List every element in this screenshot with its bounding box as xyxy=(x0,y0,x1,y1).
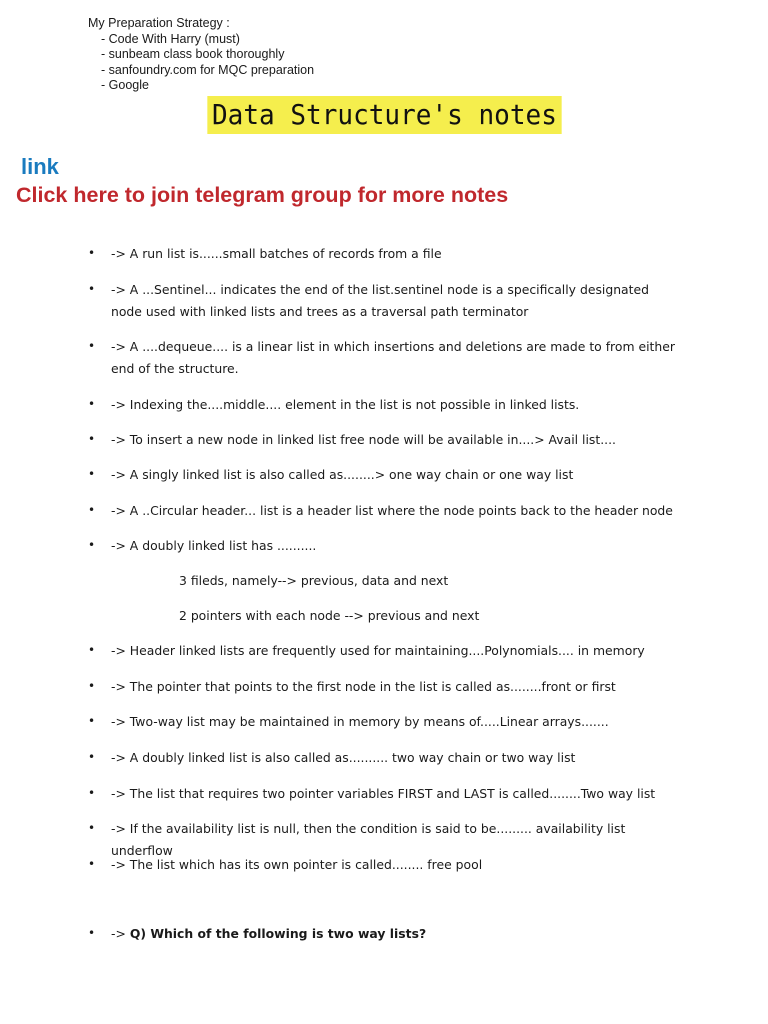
note-text: -> The pointer that points to the first node in the list is called as........front or first xyxy=(111,679,616,694)
note-text: -> To insert a new node in linked list free node will be available in....> Avail list.... xyxy=(111,432,616,447)
sub-line: 3 fileds, namely--> previous, data and next xyxy=(179,573,449,588)
bullet-icon: • xyxy=(88,397,96,411)
note-text: -> A ....dequeue.... is a linear list in which insertions and deletions are made to from either end of the structure. xyxy=(111,339,675,376)
bullet-icon: • xyxy=(88,503,96,517)
note-text: -> Two-way list may be maintained in memory by means of.....Linear arrays....... xyxy=(111,714,609,729)
bullet-icon: • xyxy=(88,821,96,835)
bullet-icon: • xyxy=(88,432,96,446)
question-prefix: -> xyxy=(111,926,126,941)
note-text: -> A ..Circular header... list is a header list where the node points back to the header node xyxy=(111,503,673,518)
telegram-group-link[interactable]: Click here to join telegram group for more notes xyxy=(16,183,509,207)
note-text: -> Header linked lists are frequently used for maintaining....Polynomials.... in memory xyxy=(111,643,645,658)
note-text: -> The list that requires two pointer variables FIRST and LAST is called........Two way list xyxy=(111,786,656,801)
bullet-icon: • xyxy=(88,538,96,552)
note-text: -> A doubly linked list has .......... xyxy=(111,538,317,553)
page-title: Data Structure's notes xyxy=(207,96,561,134)
note-text: -> A run list is......small batches of records from a file xyxy=(111,246,442,261)
bullet-icon: • xyxy=(88,467,96,481)
bullet-icon: • xyxy=(88,714,96,728)
note-text: -> A ...Sentinel... indicates the end of the list.sentinel node is a specifically designated node used with linked lists and trees as a traversal path terminator xyxy=(111,282,649,319)
bullet-icon: • xyxy=(88,246,96,260)
strategy-item: - sunbeam class book thoroughly xyxy=(101,47,314,63)
bullet-icon: • xyxy=(88,339,96,353)
strategy-item: - Google xyxy=(101,78,314,94)
question-text: Q) Which of the following is two way lists? xyxy=(129,926,427,941)
strategy-item: - sanfoundry.com for MQC preparation xyxy=(101,63,314,79)
note-text: -> A singly linked list is also called as........> one way chain or one way list xyxy=(111,467,574,482)
strategy-item: - Code With Harry (must) xyxy=(101,32,314,48)
link[interactable]: link xyxy=(21,154,59,179)
bullet-icon: • xyxy=(88,282,96,296)
bullet-icon: • xyxy=(88,857,96,871)
sub-line: 2 pointers with each node --> previous and next xyxy=(179,608,480,623)
bullet-icon: • xyxy=(88,750,96,764)
bullet-icon: • xyxy=(88,926,96,940)
note-text: -> Indexing the....middle.... element in the list is not possible in linked lists. xyxy=(111,397,580,412)
note-text: -> If the availability list is null, then the condition is said to be......... availability list underflow xyxy=(111,821,626,858)
note-text: -> A doubly linked list is also called as.......... two way chain or two way list xyxy=(111,750,576,765)
note-text: -> The list which has its own pointer is called........ free pool xyxy=(111,857,483,872)
bullet-icon: • xyxy=(88,679,96,693)
bullet-icon: • xyxy=(88,643,96,657)
strategy-heading: My Preparation Strategy : xyxy=(88,16,230,30)
bullet-icon: • xyxy=(88,786,96,800)
